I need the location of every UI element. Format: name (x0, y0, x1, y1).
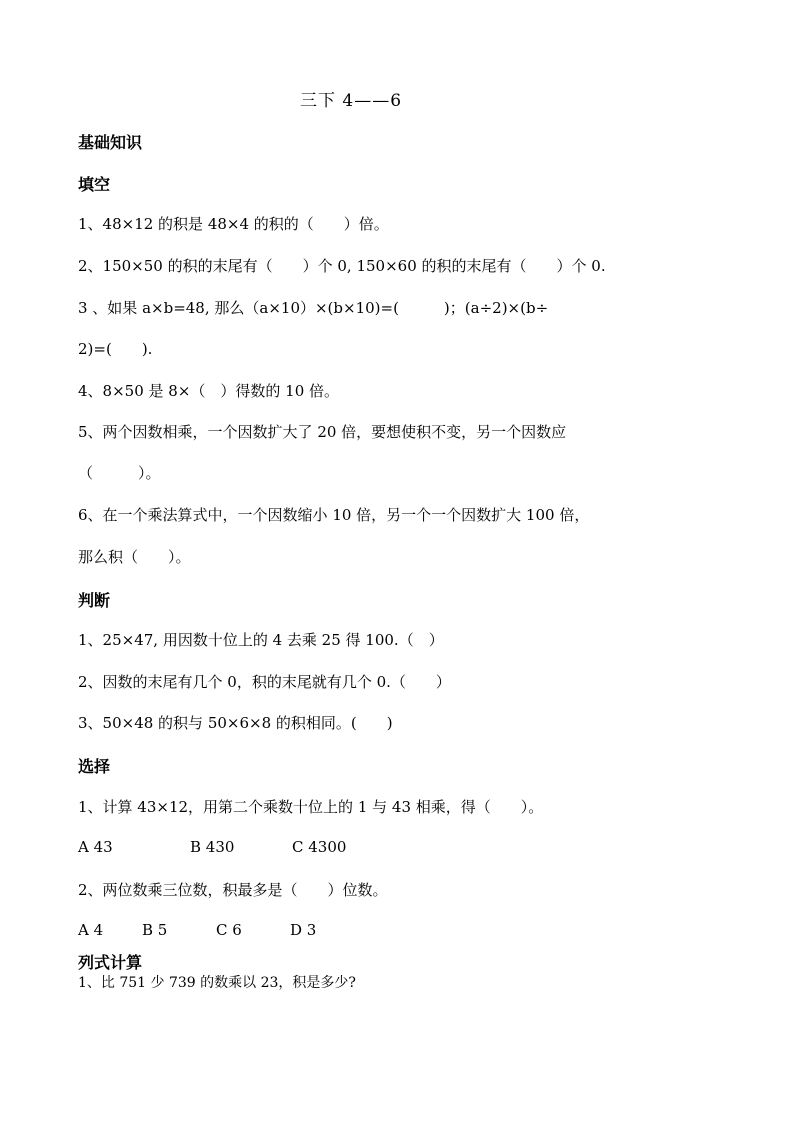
option-a: A 4 (78, 921, 104, 939)
option-d: D 3 (290, 921, 317, 939)
option-c: C 4300 (292, 838, 347, 856)
judge-question-2: 2、因数的末尾有几个 0，积的末尾就有几个 0.（ ） (78, 673, 451, 691)
section-choose-heading: 选择 (78, 757, 111, 776)
fill-question-2: 2、150×50 的积的末尾有（ ）个 0, 150×60 的积的末尾有（ ）个 0. (78, 257, 606, 275)
calc-question-1: 1、比 751 少 739 的数乘以 23，积是多少? (78, 975, 356, 991)
option-b: B 5 (142, 921, 168, 939)
section-basics-heading: 基础知识 (78, 133, 143, 152)
option-c: C 6 (216, 921, 242, 939)
judge-question-1: 1、25×47, 用因数十位上的 4 去乘 25 得 100.（ ） (78, 631, 444, 649)
choose-question-1: 1、计算 43×12，用第二个乘数十位上的 1 与 43 相乘，得（ ）。 (78, 798, 544, 816)
fill-question-4: 4、8×50 是 8×（ ）得数的 10 倍。 (78, 382, 340, 400)
choose-question-2-options (78, 921, 316, 939)
fill-question-3-line-1: 3 、如果 a×b=48, 那么（a×10）×(b×10)=( )；(a÷2)×(b÷ (78, 299, 549, 317)
fill-question-5-line-1: 5、两个因数相乘，一个因数扩大了 20 倍，要想使积不变，另一个因数应 (78, 423, 567, 441)
fill-question-6-line-2: 那么积（ ）。 (78, 548, 191, 566)
fill-question-3-line-2: 2)=( ). (78, 340, 153, 358)
judge-question-3: 3、50×48 的积与 50×6×8 的积相同。( ) (78, 714, 393, 732)
option-a: A 43 (78, 838, 113, 856)
section-judge-heading: 判断 (78, 591, 111, 610)
fill-question-6-line-1: 6、在一个乘法算式中，一个因数缩小 10 倍，另一个一个因数扩大 100 倍， (78, 506, 590, 524)
page-title: 三下 4——6 (300, 91, 403, 111)
choose-question-2: 2、两位数乘三位数，积最多是（ ）位数。 (78, 881, 388, 899)
option-b: B 430 (190, 838, 235, 856)
section-fill-heading: 填空 (78, 175, 111, 194)
choose-question-1-options (78, 838, 346, 856)
fill-question-5-line-2: （ ）。 (78, 464, 161, 482)
section-calc-heading: 列式计算 (78, 953, 143, 972)
fill-question-1: 1、48×12 的积是 48×4 的积的（ ）倍。 (78, 215, 389, 233)
